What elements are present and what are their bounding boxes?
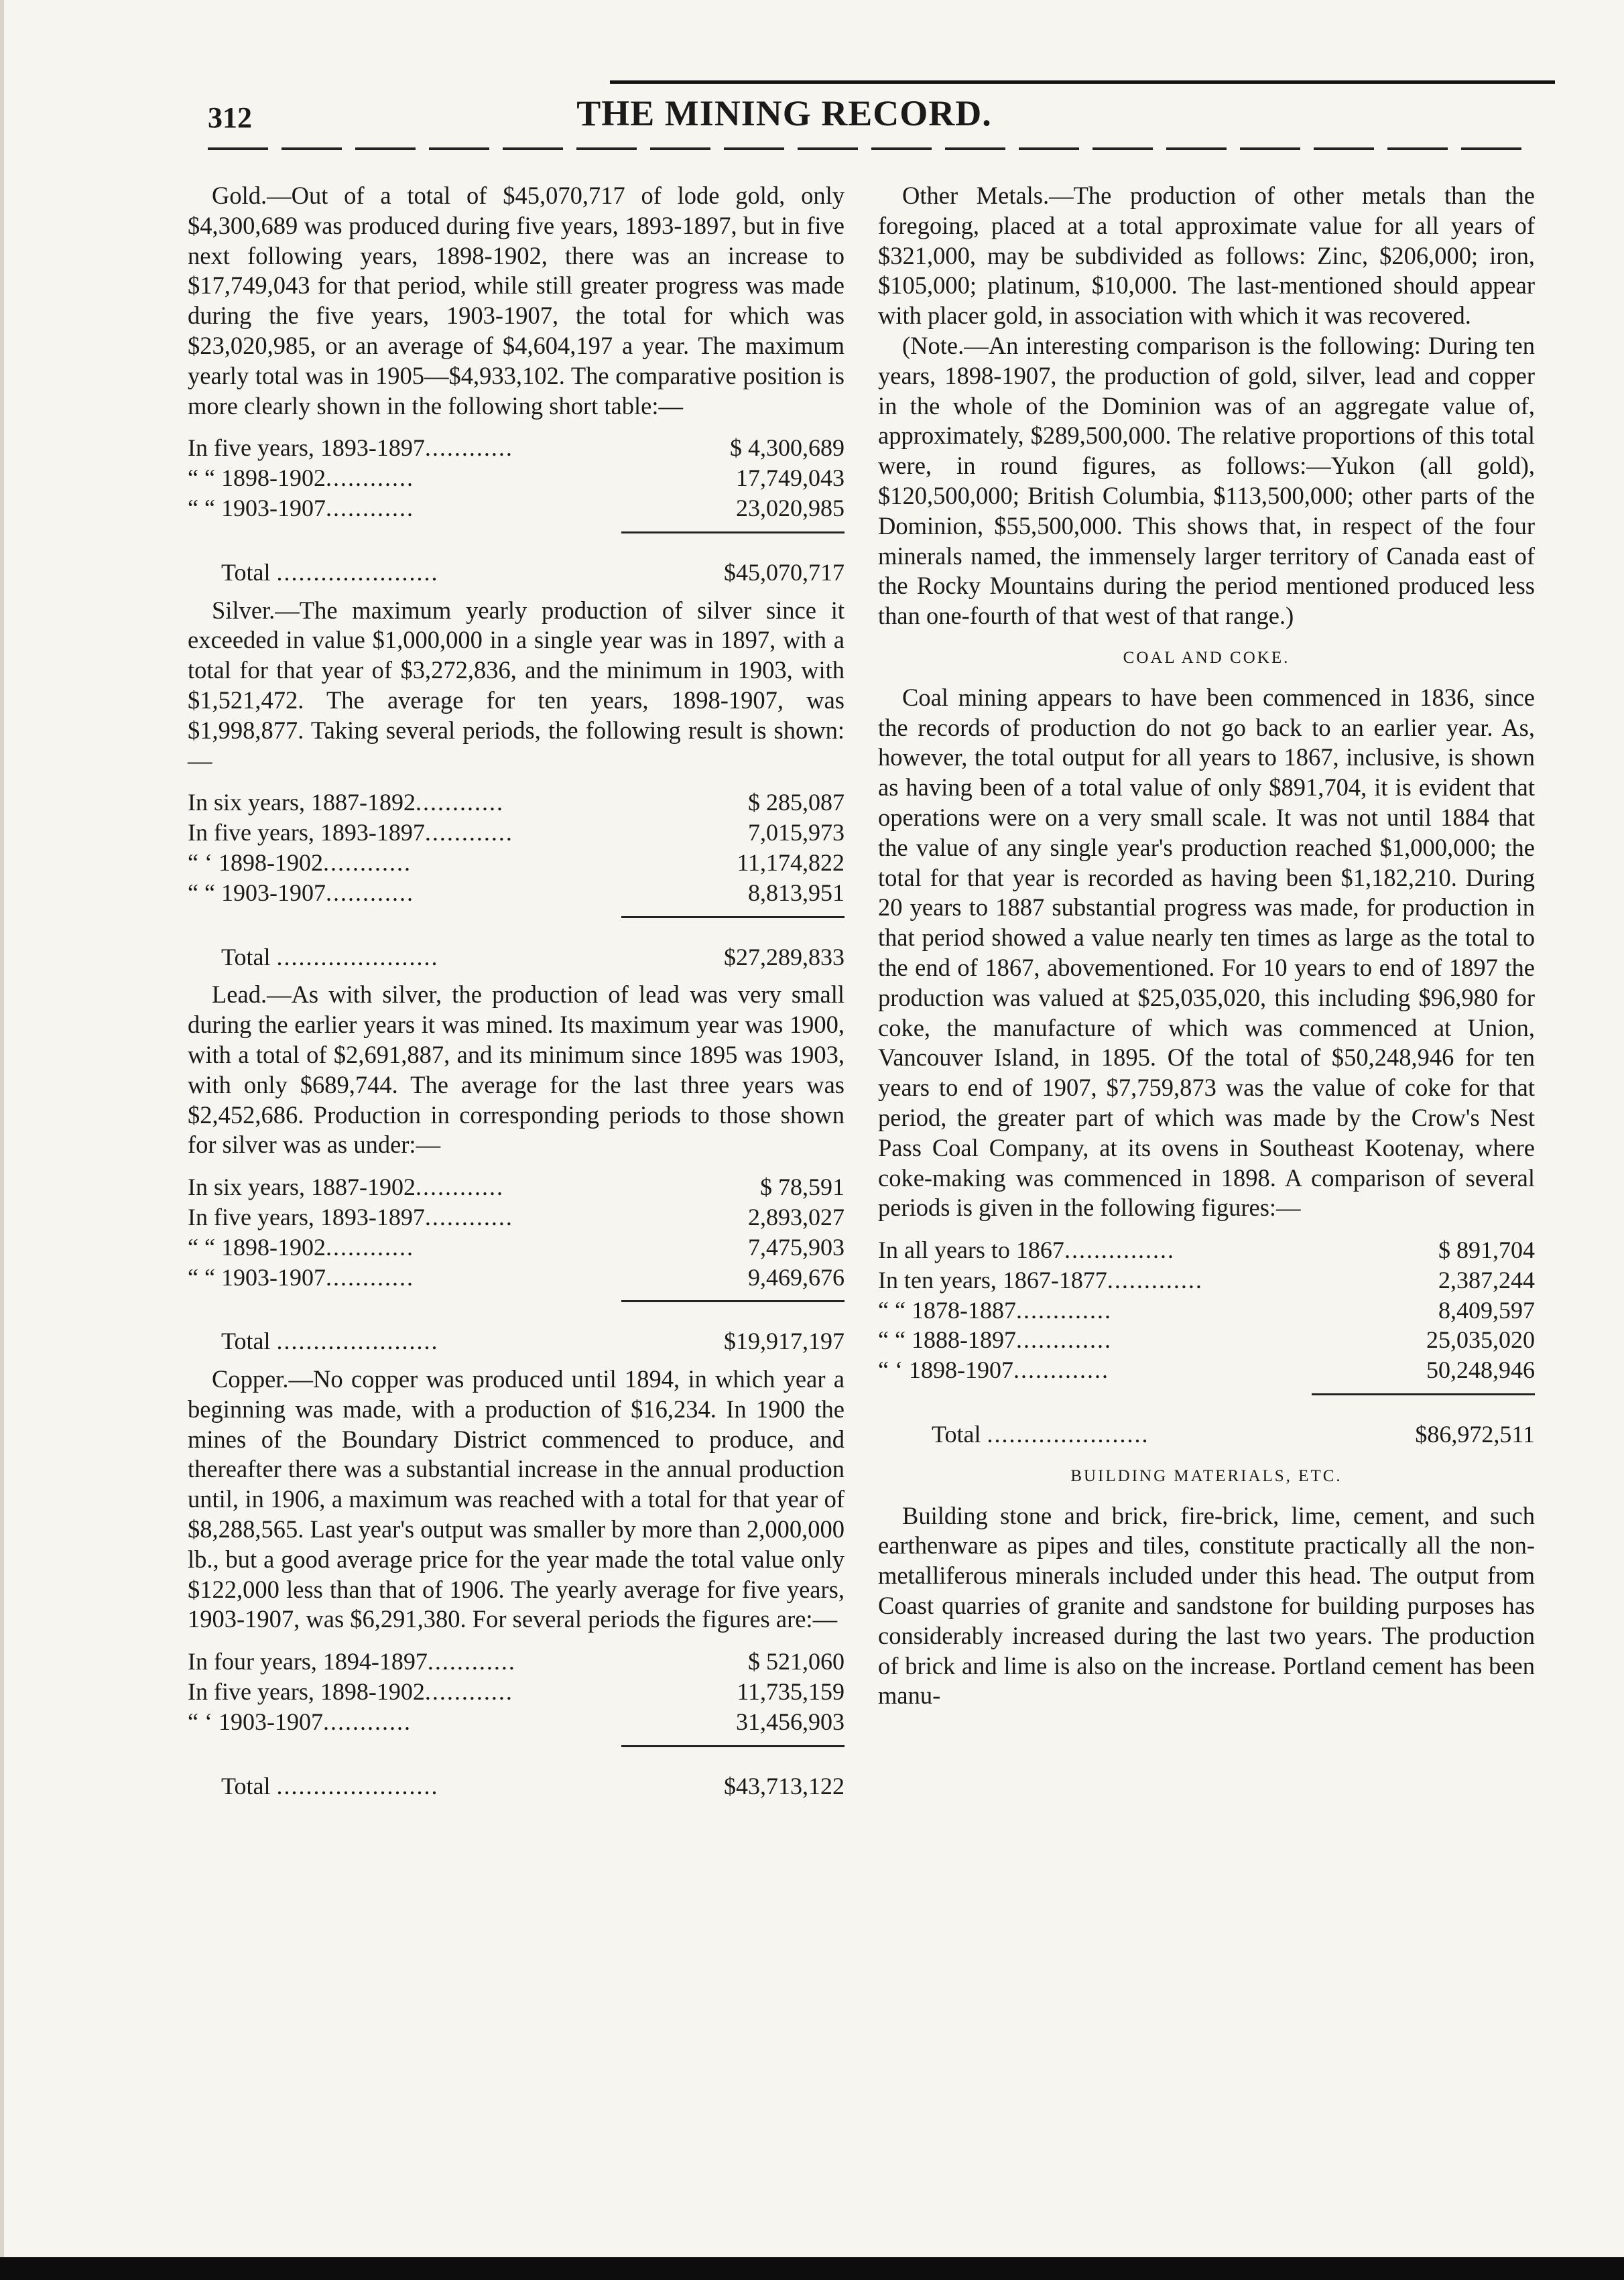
gold-paragraph: Gold.—Out of a total of $45,070,717 of lode gold, only $4,300,689 was produced during five years, 1893-1897, but in five next following years, 1898-1902, there was an increase to $17,749,043 for that period, while still greater progress was made during the five years, 1903-1907, the total for which was $23,020,985, or an average of $4,604,197 a year. The maximum yearly total was in 1905—$4,933,102. The comparative position is more clearly shown in the following short table:— — [188, 182, 845, 420]
amount: $ 285,087 — [748, 789, 845, 816]
total-row — [188, 1314, 845, 1356]
gold-total — [188, 546, 845, 588]
period-label: “ “ 1878-1887 — [878, 1296, 1016, 1324]
period-label: “ “ 1898-1902 — [188, 464, 326, 492]
total-label: Total — [221, 1328, 271, 1355]
silver-paragraph: Silver.—The maximum yearly production of silver since it exceeded in value $1,000,000 in a single year was in 1897, with a total for that year of $3,272,836, and the minimum in 1903, with $1,521,472. The average for ten years, 1898-1907, was $1,998,877. Taking several periods, the following result is shown:— — [188, 596, 845, 774]
total-amount: $43,713,122 — [724, 1772, 845, 1799]
coal-paragraph: Coal mining appears to have been commenced in 1836, since the records of production do not go back to an earlier year. As, however, the total output for all years to 1867, inclusive, is shown as having been of a total value of only $891,704, it is evident that operations were on a very small scale. It was not until 1884 that the value of any single year's production reached $1,000,000; the total for that year is recorded as having been $1,182,210. During 20 years to 1887 substantial progress was made, for production in that period showed a value nearly ten times as large as the total to the end of 1867, abovementioned. For 10 years to end of 1897 the production was valued at $25,035,020, this including $96,980 for coke, the manufacture of which was commenced at Union, Vancouver Island, in 1895. Of the total of $50,248,946 for ten years to end of 1907, $7,759,873 was the value of coke for that period, the greater part of which was made by the Crow's Nest Pass Coal Company, at its ovens in Southeast Kootenay, where coke-making was commenced in 1898. A comparison of several periods is given in the following figures:— — [878, 683, 1535, 1222]
copper-table — [188, 1647, 845, 1736]
amount: 7,475,903 — [748, 1233, 845, 1261]
amount: 2,893,027 — [748, 1203, 845, 1230]
leader-dots: ...................... — [987, 1421, 1149, 1448]
silver-table — [188, 787, 845, 907]
amount: 31,456,903 — [736, 1708, 845, 1735]
amount: $ 891,704 — [1438, 1237, 1535, 1264]
amount: 8,409,597 — [1438, 1296, 1535, 1324]
leader-dots: ............. — [1015, 1296, 1112, 1324]
running-title: THE MINING RECORD. — [576, 93, 992, 133]
period-label: “ “ 1903-1907 — [188, 494, 326, 521]
table-row — [878, 1295, 1535, 1326]
table-row — [188, 1677, 845, 1707]
other-metals-paragraph: Other Metals.—The production of other metals than the foregoing, placed at a total approximate value for all years of $321,000, may be subdivided as follows: Zinc, $206,000; iron, $105,000; platinum, $10,000. The last-mentioned should appear with placer gold, in association with which it was recovered. — [878, 182, 1535, 330]
amount: 11,735,159 — [737, 1678, 845, 1706]
page-number: 312 — [208, 101, 252, 134]
period-label: “ ‘ 1898-1907 — [878, 1356, 1013, 1384]
leader-dots: ............ — [415, 1174, 504, 1201]
leader-dots: ............. — [1107, 1266, 1203, 1293]
amount: $ 4,300,689 — [730, 434, 845, 462]
lead-table — [188, 1172, 845, 1292]
leader-dots: ...................... — [276, 1328, 439, 1355]
table-row — [188, 493, 845, 523]
total-amount: $45,070,717 — [724, 558, 845, 586]
table-row — [188, 848, 845, 878]
table-row — [188, 1707, 845, 1737]
total-amount: $86,972,511 — [1415, 1421, 1535, 1448]
amount: 7,015,973 — [748, 819, 845, 846]
lead-total — [188, 1314, 845, 1356]
table-row — [188, 463, 845, 493]
leader-dots: ............ — [424, 1203, 513, 1230]
table-row — [188, 1232, 845, 1263]
note-paragraph: (Note.—An interesting comparison is the following: During ten years, 1898-1907, the production of gold, silver, lead and copper in the whole of the Dominion was of an aggregate value of, approximately, $289,500,000. The relative proportions of this total were, in round figures, as follows:—Yukon (all gold), $120,500,000; British Columbia, $113,500,000; other parts of the Dominion, $55,500,000. This shows that, in respect of the four minerals named, the immensely larger territory of Canada east of the Rocky Mountains during the period mentioned produced less than one-fourth of that west of that range.) — [878, 331, 1535, 630]
amount: 2,387,244 — [1438, 1266, 1535, 1293]
left-column — [188, 181, 845, 1809]
leader-dots: ...................... — [276, 1772, 439, 1799]
coal-heading: COAL AND COKE. — [1123, 648, 1290, 667]
period-label: In five years, 1893-1897 — [188, 1203, 425, 1230]
table-row — [878, 1325, 1535, 1355]
total-amount: $19,917,197 — [724, 1328, 845, 1355]
amount: 23,020,985 — [736, 494, 845, 521]
total-rule — [621, 1745, 845, 1747]
period-label: “ ‘ 1898-1902 — [188, 848, 323, 876]
period-label: “ “ 1903-1907 — [188, 1263, 326, 1291]
silver-total — [188, 930, 845, 972]
leader-dots: ...................... — [276, 558, 439, 586]
amount: 8,813,951 — [748, 879, 845, 906]
table-row — [878, 1235, 1535, 1265]
coal-total — [878, 1407, 1535, 1450]
leader-dots: ............ — [322, 1708, 412, 1735]
amount: 9,469,676 — [748, 1263, 845, 1291]
period-label: In four years, 1894-1897 — [188, 1648, 428, 1675]
table-row — [188, 1263, 845, 1293]
amount: 50,248,946 — [1426, 1356, 1535, 1384]
leader-dots: ............... — [1064, 1237, 1175, 1264]
period-label: In six years, 1887-1892 — [188, 789, 416, 816]
period-label: In six years, 1887-1902 — [188, 1174, 416, 1201]
table-row — [188, 1172, 845, 1202]
leader-dots: ............. — [1013, 1356, 1109, 1384]
leader-dots: ............ — [325, 1263, 414, 1291]
total-row — [188, 930, 845, 972]
leader-dots: ............. — [1015, 1326, 1112, 1354]
header-rule — [208, 147, 1528, 150]
period-label: In all years to 1867 — [878, 1237, 1064, 1264]
total-row — [188, 1759, 845, 1801]
building-paragraph: Building stone and brick, fire-brick, lime, cement, and such earthenware as pipes and tiles, constitute practically all the non-metalliferous minerals included under this head. The output from Coast quarries of granite and sandstone for building purposes has considerably increased during the last two years. The production of brick and lime is also on the increase. Portland cement has been manu- — [878, 1501, 1535, 1710]
period-label: “ “ 1888-1897 — [878, 1326, 1016, 1354]
lead-paragraph: Lead.—As with silver, the production of lead was very small during the earlier years it was mined. Its maximum year was 1900, with a total of $2,691,887, and its minimum since 1895 was 1903, with only $689,744. The average for the last three years was $2,452,686. Production in corresponding periods to those shown for silver was as under:— — [188, 980, 845, 1159]
leader-dots: ............ — [325, 464, 414, 492]
leader-dots: ............ — [325, 494, 414, 521]
table-row — [878, 1265, 1535, 1295]
period-label: In ten years, 1867-1877 — [878, 1266, 1107, 1293]
amount: 25,035,020 — [1426, 1326, 1535, 1354]
table-row — [878, 1355, 1535, 1385]
leader-dots: ............ — [424, 434, 513, 462]
leader-dots: ............ — [325, 1233, 414, 1261]
total-label: Total — [221, 558, 271, 586]
amount: 17,749,043 — [736, 464, 845, 492]
table-row — [188, 787, 845, 818]
leader-dots: ............ — [427, 1648, 516, 1675]
period-label: In five years, 1898-1902 — [188, 1678, 425, 1706]
leader-dots: ............ — [424, 819, 513, 846]
table-row — [188, 878, 845, 908]
table-row — [188, 1202, 845, 1232]
total-row — [878, 1407, 1535, 1450]
coal-table — [878, 1235, 1535, 1385]
building-materials-heading: BUILDING MATERIALS, ETC. — [1070, 1466, 1342, 1485]
total-row — [188, 546, 845, 588]
right-column — [878, 181, 1535, 1711]
period-label: “ ‘ 1903-1907 — [188, 1708, 323, 1735]
page-header — [40, 80, 1528, 154]
total-label: Total — [932, 1421, 981, 1448]
leader-dots: ............ — [424, 1678, 513, 1706]
total-rule — [1312, 1393, 1535, 1395]
total-rule — [621, 531, 845, 533]
period-label: “ “ 1903-1907 — [188, 879, 326, 906]
table-row — [188, 1647, 845, 1677]
amount: $ 521,060 — [748, 1648, 845, 1675]
leader-dots: ............ — [322, 848, 412, 876]
leader-dots: ............ — [325, 879, 414, 906]
amount: $ 78,591 — [760, 1174, 845, 1201]
bottom-border — [0, 2257, 1624, 2280]
total-amount: $27,289,833 — [724, 943, 845, 970]
leader-dots: ...................... — [276, 943, 439, 970]
amount: 11,174,822 — [737, 848, 845, 876]
total-label: Total — [221, 943, 271, 970]
total-rule — [621, 916, 845, 918]
period-label: In five years, 1893-1897 — [188, 434, 425, 462]
page-edge — [0, 0, 4, 2280]
table-row — [188, 433, 845, 463]
leader-dots: ............ — [415, 789, 504, 816]
period-label: “ “ 1898-1902 — [188, 1233, 326, 1261]
copper-total — [188, 1759, 845, 1801]
gold-table — [188, 433, 845, 523]
total-label: Total — [221, 1772, 271, 1799]
copper-paragraph: Copper.—No copper was produced until 1894, in which year a beginning was made, with a production of $16,234. In 1900 the mines of the Boundary District commenced to produce, and thereafter there was a substantial increase in the annual production until, in 1906, a maximum was reached with a total for that year of $8,288,565. Last year's output was smaller by more than 2,000,000 lb., but a good average price for the year made the total value only $122,000 less than that of 1906. The yearly average for five years, 1903-1907, was $6,291,380. For several periods the figures are:— — [188, 1365, 845, 1633]
period-label: In five years, 1893-1897 — [188, 819, 425, 846]
top-rule — [610, 80, 1555, 84]
table-row — [188, 818, 845, 848]
total-rule — [621, 1300, 845, 1302]
